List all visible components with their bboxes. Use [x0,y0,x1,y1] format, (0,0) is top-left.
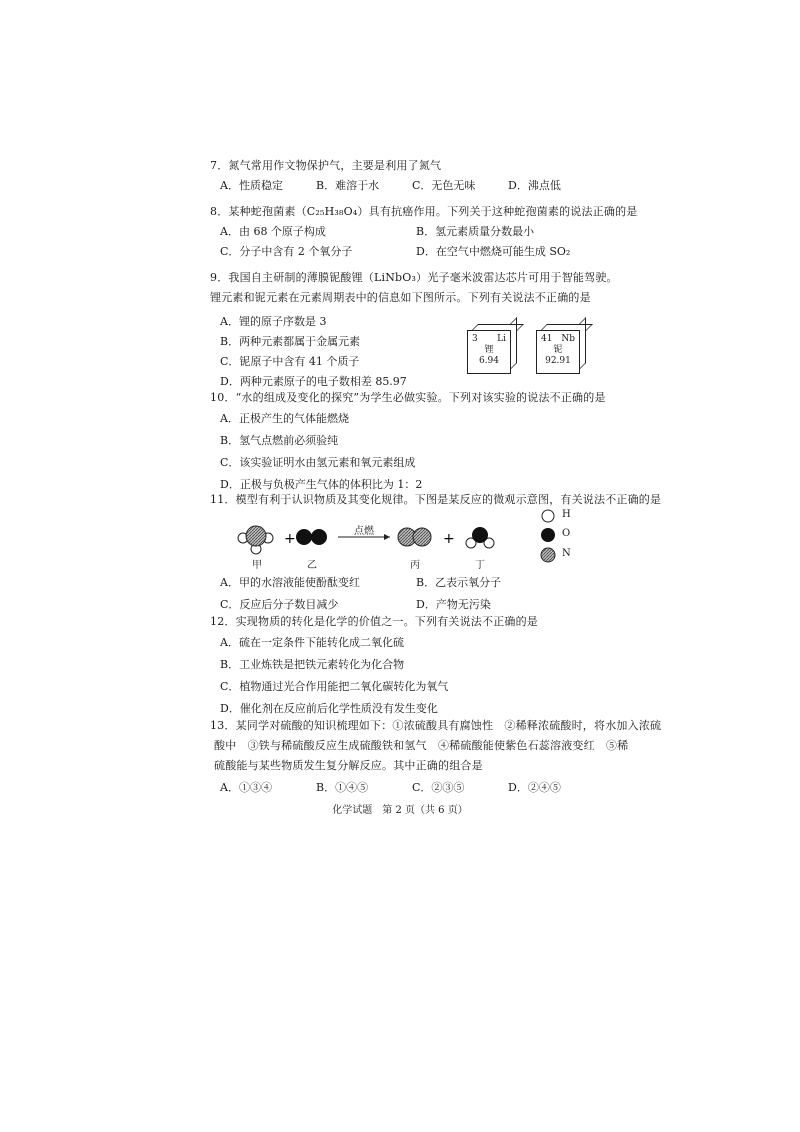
options-row [210,778,630,798]
option-b: B．氢元素质量分数最小 [416,225,535,238]
atomic-number: 41 [541,334,553,344]
option-c: C．植物通过光合作用能把二氧化碳转化为氧气 [220,680,449,693]
option-c: C．分子中含有 2 个氧分子 [220,245,353,258]
option-c: C．反应后分子数目减少 [220,598,339,611]
molecule-nitrogen [398,528,431,546]
option-b: B．难溶于水 [316,179,380,192]
option-b: B．①④⑤ [316,781,369,794]
options-list [210,632,630,720]
element-symbol: Li [497,334,506,344]
question-11-options [210,572,630,616]
option-d: D．在空气中燃烧可能生成 SO₂ [416,245,571,258]
label-yi: 乙 [307,560,317,571]
option-b: B．乙表示氧分子 [416,576,502,589]
question-stem: 8．某种蛇孢菌素（C₂₅H₃₈O₄）具有抗癌作用。下列关于这种蛇孢菌素的说法正确的是 [210,205,638,218]
legend-n-label: N [562,548,571,559]
legend-nitrogen-icon [541,548,555,562]
option-c: C．铌原子中含有 41 个质子 [220,355,360,368]
option-c: C．②③⑤ [412,781,465,794]
legend-h-label: H [562,509,571,520]
option-b: B．两种元素都属于金属元素 [220,335,361,348]
legend-hydrogen-icon [542,510,554,522]
plus-sign: + [443,531,455,547]
molecule-water [466,527,494,548]
question-stem-line: 13．某同学对硫酸的知识梳理如下：①浓硫酸具有腐蚀性 ②稀释浓硫酸时，将水加入浓硫 [210,719,662,732]
legend [541,510,555,562]
question-stem: 12．实现物质的转化是化学的价值之一。下列有关说法不正确的是 [210,615,538,628]
option-a: A．性质稳定 [220,179,283,192]
nitrogen-atom [413,528,431,546]
legend-o-label: O [562,528,571,539]
oxygen-atom [472,527,488,543]
arrow-head [384,534,390,540]
page-footer: 化学试题 第 2 页（共 6 页） [332,805,468,816]
option-a: A．由 68 个原子构成 [220,225,326,238]
question-stem: 7．氮气常用作文物保护气，主要是利用了氮气 [210,159,442,172]
element-symbol: Nb [561,334,575,344]
options-row [210,572,630,594]
option-b: B．氢气点燃前必须验纯 [220,434,339,447]
option-d: D．沸点低 [508,179,561,192]
atomic-number: 3 [472,334,478,344]
question-stem-line: 酸中 ③铁与稀硫酸反应生成硫酸铁和氢气 ④稀硫酸能使紫色石蕊溶液变红 ⑤稀 [214,739,629,752]
atomic-mass: 92.91 [545,356,571,366]
question-stem: 10．“水的组成及变化的探究”为学生必做实验。下列对该实验的说法不正确的是 [210,391,606,404]
option-a: A．硫在一定条件下能转化成二氧化硫 [220,636,404,649]
element-name: 铌 [553,345,563,355]
option-c: C．该实验证明水由氢元素和氧元素组成 [220,456,416,469]
option-d: D．产物无污染 [416,598,491,611]
option-b: B．工业炼铁是把铁元素转化为化合物 [220,658,405,671]
legend-oxygen-icon [541,528,555,542]
question-stem: 9．我国自主研制的薄膜铌酸锂（LiNbO₃）光子毫米波雷达芯片可用于智能驾驶。锂元素和铌元素在元素周期表中的信息如下图所示。下列有关说法不正确的是 [210,271,618,304]
arrow-condition: 点燃 [354,526,374,537]
option-c: C．无色无味 [412,179,476,192]
molecule-oxygen [296,529,327,545]
question-stem: 11．模型有利于认识物质及其变化规律。下图是某反应的微观示意图，有关说法不正确的是 [210,493,662,506]
label-jia: 甲 [252,560,262,571]
question-13 [210,716,662,798]
nitrogen-atom [246,526,266,546]
option-d: D．正极与负极产生气体的体积比为 1：2 [220,478,423,491]
option-d: D．两种元素原子的电子数相差 85.97 [220,375,407,388]
atomic-mass: 6.94 [478,356,500,366]
plus-sign: + [284,531,296,547]
question-12 [210,612,630,720]
option-a: A．甲的水溶液能使酚酞变红 [220,576,360,589]
label-bing: 丙 [410,560,420,571]
label-ding: 丁 [475,560,485,571]
molecule-ammonia [238,526,273,554]
oxygen-atom [296,529,312,545]
option-a: A．正极产生的气体能燃烧 [220,412,349,425]
option-d: D．②④⑤ [508,781,561,794]
oxygen-atom [311,529,327,545]
option-d: D．催化剂在反应前后化学性质没有发生变化 [220,702,438,715]
option-a: A．①③④ [220,781,272,794]
option-a: A．锂的原子序数是 3 [220,315,327,328]
element-name: 锂 [484,345,494,355]
question-stem-line: 硫酸能与某些物质发生复分解反应。其中正确的组合是 [214,759,483,772]
